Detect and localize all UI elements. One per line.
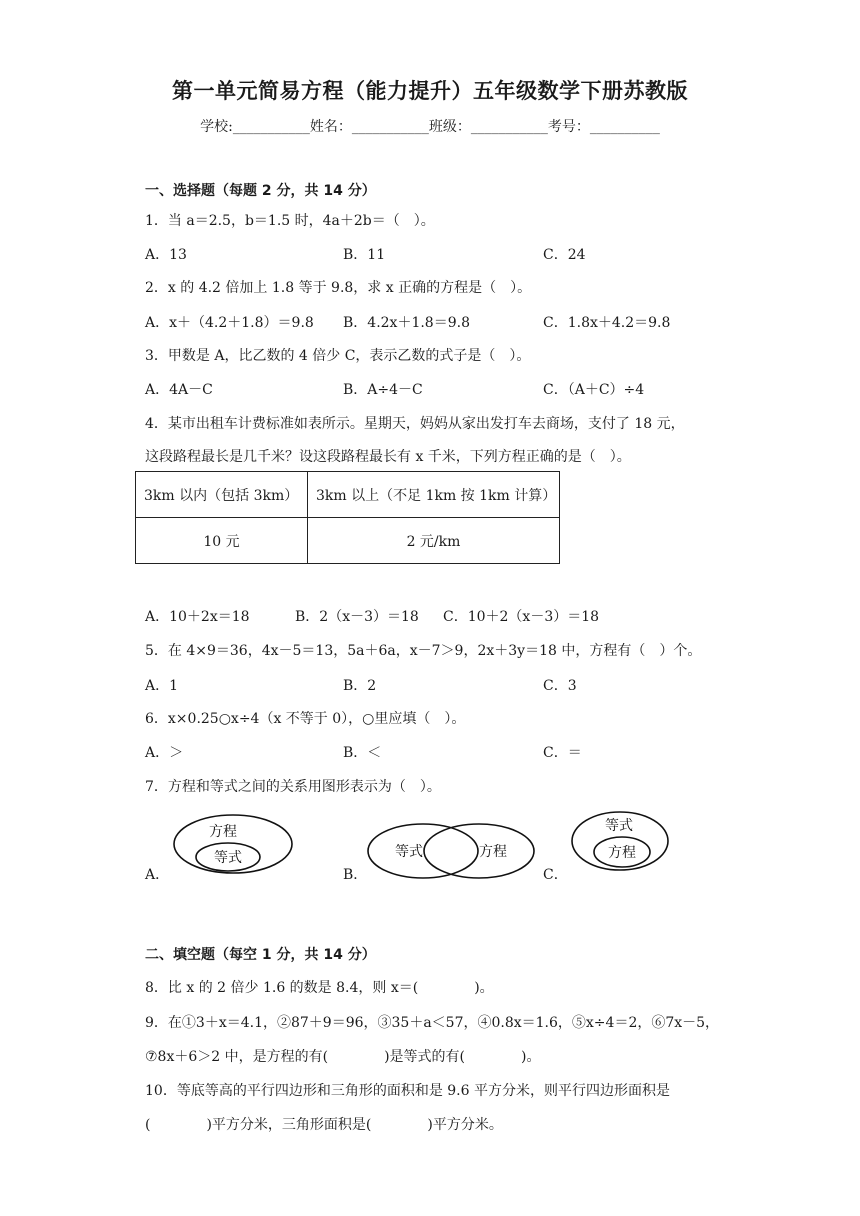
- q9-line2: ⑦8x＋6＞2 中，是方程的有( )是等式的有( )。: [145, 1049, 541, 1065]
- venn-diagram-a: [172, 812, 294, 874]
- venn-b-label-fangcheng: 方程: [479, 844, 507, 860]
- page-title: 第一单元简易方程（能力提升）五年级数学下册苏教版: [172, 79, 688, 103]
- q7-option-c: C．: [543, 867, 568, 883]
- q3-option-a: A．4A－C: [145, 382, 213, 398]
- q3-stem: 3．甲数是 A，比乙数的 4 倍少 C，表示乙数的式子是（ ）。: [145, 348, 531, 364]
- q5-stem: 5．在 4×9＝36，4x－5＝13，5a＋6a，x－7＞9，2x＋3y＝18 中，方程有（ ）个。: [145, 643, 702, 659]
- q1-option-c: C．24: [543, 247, 586, 263]
- q2-option-c: C．1.8x＋4.2＝9.8: [543, 315, 671, 331]
- venn-diagram-c: [570, 810, 670, 872]
- q2-option-b: B．4.2x＋1.8＝9.8: [343, 315, 470, 331]
- q5-option-b: B．2: [343, 678, 377, 694]
- section1-heading: 一、选择题（每题 2 分，共 14 分）: [145, 183, 376, 199]
- q4-stem-line2: 这段路程最长是几千米？设这段路程最长有 x 千米，下列方程正确的是（ ）。: [145, 449, 631, 465]
- q4-option-b: B．2（x－3）＝18: [295, 609, 419, 625]
- venn-c-label-dengshi: 等式: [605, 818, 633, 834]
- q3-option-b: B．A÷4－C: [343, 382, 423, 398]
- q1-option-b: B．11: [343, 247, 386, 263]
- q3-option-c: C．（A＋C）÷4: [543, 382, 645, 398]
- fare-table-header-1: 3km 以内（包括 3km）: [136, 472, 308, 518]
- q1-stem: 1．当 a＝2.5，b＝1.5 时，4a＋2b＝（ ）。: [145, 213, 435, 229]
- q5-option-a: A．1: [145, 678, 179, 694]
- fare-table-value-2: 2 元/km: [308, 518, 560, 564]
- q4-stem-line1: 4．某市出租车计费标准如表所示。星期天，妈妈从家出发打车去商场，支付了 18 元，: [145, 416, 685, 432]
- q4-option-a: A．10＋2x＝18: [145, 609, 250, 625]
- venn-diagram-b: [367, 822, 535, 880]
- q4-option-c: C．10＋2（x－3）＝18: [443, 609, 600, 625]
- fare-table-value-1: 10 元: [136, 518, 308, 564]
- q7-stem: 7．方程和等式之间的关系用图形表示为（ ）。: [145, 779, 441, 795]
- venn-c-label-fangcheng: 方程: [608, 845, 636, 861]
- venn-a-label-dengshi: 等式: [214, 850, 242, 866]
- q6-option-c: C．＝: [543, 745, 582, 761]
- q6-option-b: B．＜: [343, 745, 382, 761]
- q9-line1: 9．在①3＋x＝4.1，②87＋9＝96，③35＋a＜57，④0.8x＝1.6，⑤x÷4＝2，⑥7x－5，: [145, 1015, 720, 1031]
- student-info-line: 学校:___________姓名：___________班级：___________考号：__________: [200, 119, 660, 135]
- fare-table: [135, 471, 560, 564]
- section2-heading: 二、填空题（每空 1 分，共 14 分）: [145, 947, 376, 963]
- q2-stem: 2．x 的 4.2 倍加上 1.8 等于 9.8，求 x 正确的方程是（ ）。: [145, 280, 532, 296]
- q5-option-c: C．3: [543, 678, 577, 694]
- q6-option-a: A．＞: [145, 745, 184, 761]
- q7-option-b: B．: [343, 867, 368, 883]
- venn-a-label-fangcheng: 方程: [209, 824, 237, 840]
- q1-option-a: A．13: [145, 247, 187, 263]
- q2-option-a: A．x＋（4.2＋1.8）＝9.8: [145, 315, 314, 331]
- q10-line2: ( )平方分米，三角形面积是( )平方分米。: [145, 1117, 503, 1133]
- venn-b-label-dengshi: 等式: [395, 844, 423, 860]
- q7-option-a: A．: [145, 867, 170, 883]
- q8-text: 8．比 x 的 2 倍少 1.6 的数是 8.4，则 x＝( )。: [145, 980, 494, 996]
- fare-table-header-2: 3km 以上（不足 1km 按 1km 计算）: [308, 472, 560, 518]
- q6-stem: 6．x×0.25○x÷4（x 不等于 0），○里应填（ ）。: [145, 711, 466, 727]
- q10-line1: 10．等底等高的平行四边形和三角形的面积和是 9.6 平方分米，则平行四边形面积是: [145, 1083, 670, 1099]
